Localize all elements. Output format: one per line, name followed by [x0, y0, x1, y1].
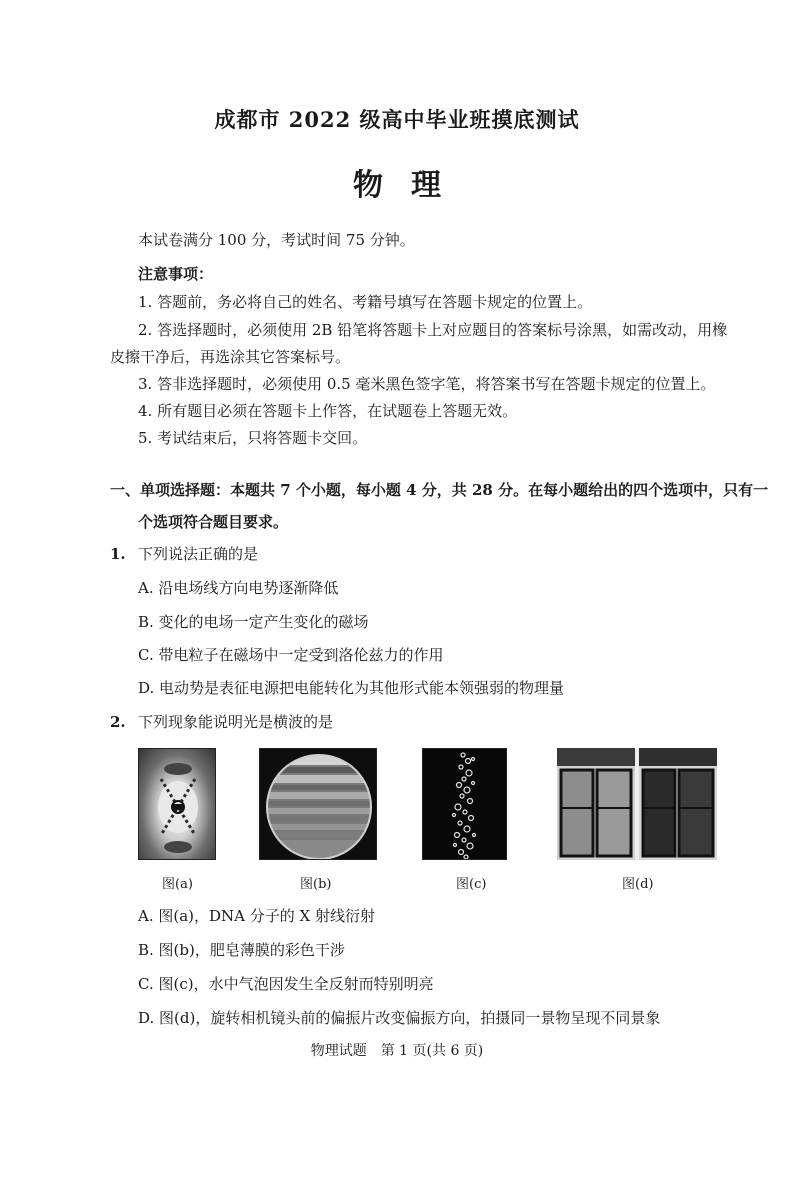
figure-caption-c: 图(c): [456, 877, 487, 892]
question-number: 2.: [110, 713, 126, 731]
note-item: 5. 考试结束后，只将答题卡交回。: [138, 429, 368, 447]
section-heading-cont: 个选项符合题目要求。: [138, 513, 289, 531]
question-stem: 下列说法正确的是: [138, 545, 259, 563]
section-heading: 一、单项选择题：本题共 7 个小题，每小题 4 分，共 28 分。在每小题给出的四个选项中，只有一: [110, 481, 769, 499]
figure-caption-d: 图(d): [622, 877, 654, 892]
note-item: 3. 答非选择题时，必须使用 0.5 毫米黑色签字笔，将答案书写在答题卡规定的位置上。: [138, 375, 716, 393]
figure-caption-a: 图(a): [162, 877, 193, 892]
diffraction-pattern-image: [139, 749, 216, 860]
figure-caption-b: 图(b): [300, 877, 332, 892]
question-stem: 下列现象能说明光是横波的是: [138, 713, 334, 731]
note-item: 2. 答选择题时，必须使用 2B 铅笔将答题卡上对应题目的答案标号涂黑，如需改动，用橡: [138, 321, 728, 339]
bubbles-image: [423, 749, 507, 860]
note-item: 1. 答题前，务必将自己的姓名、考籍号填写在答题卡规定的位置上。: [138, 293, 593, 311]
figure-b-soap-film: [259, 748, 377, 860]
answer-option: B. 图(b)，肥皂薄膜的彩色干涉: [138, 941, 345, 959]
question-number: 1.: [110, 545, 126, 563]
answer-option: C. 带电粒子在磁场中一定受到洛伦兹力的作用: [138, 646, 444, 664]
note-item: 4. 所有题目必须在答题卡上作答，在试题卷上答题无效。: [138, 402, 518, 420]
answer-option: D. 图(d)，旋转相机镜头前的偏振片改变偏振方向，拍摄同一景物呈现不同景象: [138, 1009, 661, 1027]
subject-title: 物理: [353, 168, 469, 203]
answer-option: D. 电动势是表征电源把电能转化为其他形式能本领强弱的物理量: [138, 679, 565, 697]
figure-c-water-bubbles: [422, 748, 507, 860]
figure-a-xray-diffraction: [138, 748, 216, 860]
answer-option: B. 变化的电场一定产生变化的磁场: [138, 613, 369, 631]
page-footer: 物理试题 第 1 页(共 6 页): [310, 1043, 484, 1059]
figure-d-polarizer-photos: [557, 748, 717, 860]
exam-title: 成都市 2022 级高中毕业班摸底测试: [214, 107, 580, 132]
answer-option: A. 沿电场线方向电势逐渐降低: [138, 579, 339, 597]
answer-option: C. 图(c)，水中气泡因发生全反射而特别明亮: [138, 975, 434, 993]
notes-heading: 注意事项：: [138, 265, 214, 283]
polarizer-photos-image: [557, 748, 717, 860]
soap-film-image: [260, 749, 377, 860]
exam-intro: 本试卷满分 100 分，考试时间 75 分钟。: [138, 231, 415, 249]
answer-option: A. 图(a)，DNA 分子的 X 射线衍射: [138, 907, 375, 925]
note-item: 皮擦干净后，再选涂其它答案标号。: [110, 348, 351, 366]
